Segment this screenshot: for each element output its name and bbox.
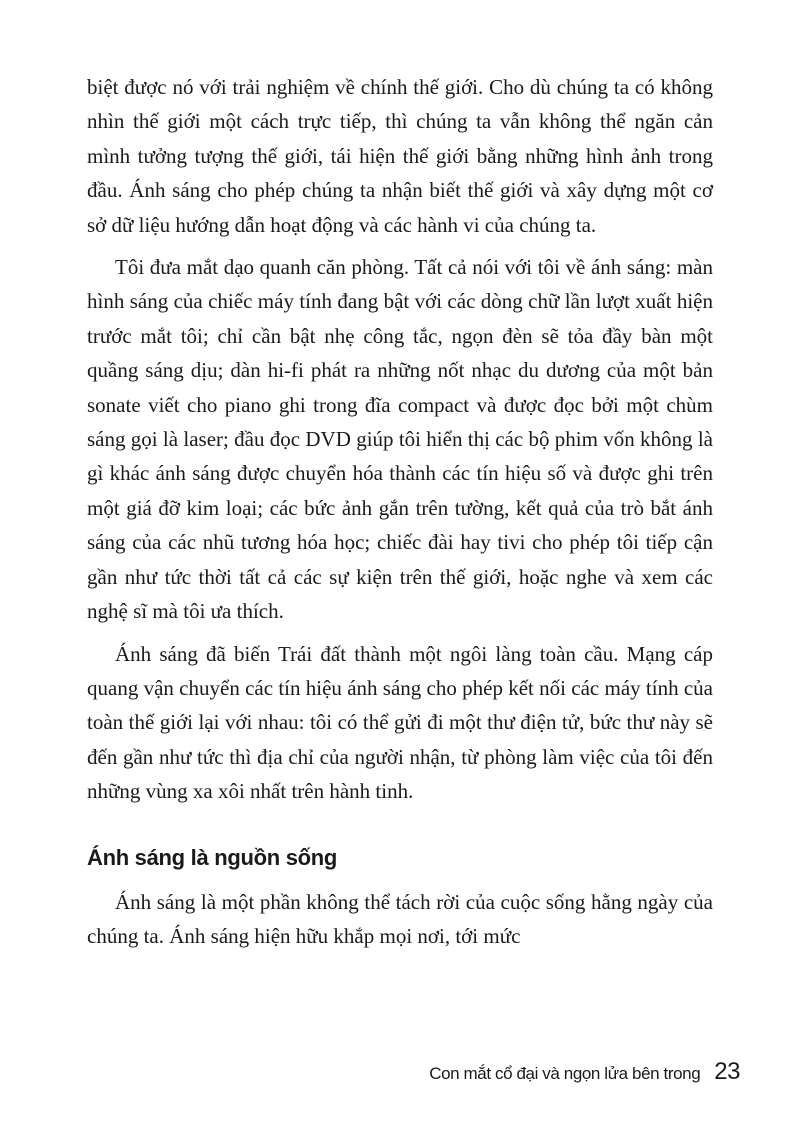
page-body — [87, 70, 713, 953]
body-paragraph-1: biệt được nó với trải nghiệm về chính thế giới. Cho dù chúng ta có không nhìn thế giới một cách trực tiếp, thì chúng ta vẫn không thể ngăn cản mình tưởng tượng thế giới, tái hiện thế giới bằng những hình ảnh trong đầu. Ánh sáng cho phép chúng ta nhận biết thế giới và xây dựng một cơ sở dữ liệu hướng dẫn hoạt động và các hành vi của chúng ta. — [87, 75, 713, 237]
body-paragraph-2: Tôi đưa mắt dạo quanh căn phòng. Tất cả nói với tôi về ánh sáng: màn hình sáng của chiếc máy tính đang bật với các dòng chữ lần lượt xuất hiện trước mắt tôi; chỉ cần bật nhẹ công tắc, ngọn đèn sẽ tỏa đầy bàn một quầng sáng dịu; dàn hi-fi phát ra những nốt nhạc du dương của một bản sonate viết cho piano ghi trong đĩa compact và được đọc bởi một chùm sáng gọi là laser; đầu đọc DVD giúp tôi hiển thị các bộ phim vốn không là gì khác ánh sáng được chuyển hóa thành các tín hiệu số và được ghi trên một giá đỡ kim loại; các bức ảnh gắn trên tường, kết quả của trò bắt ánh sáng của các nhũ tương hóa học; chiếc đài hay tivi cho phép tôi tiếp cận gần như tức thời tất cả các sự kiện trên thế giới, hoặc nghe và xem các nghệ sĩ mà tôi ưa thích. — [87, 255, 713, 624]
page-footer — [429, 1058, 740, 1086]
page-number: 23 — [714, 1058, 740, 1085]
running-title: Con mắt cổ đại và ngọn lửa bên trong — [429, 1064, 701, 1083]
section-heading: Ánh sáng là nguồn sống — [87, 844, 338, 870]
body-paragraph-3: Ánh sáng đã biến Trái đất thành một ngôi làng toàn cầu. Mạng cáp quang vận chuyển các tín hiệu ánh sáng cho phép kết nối các máy tính của toàn thế giới lại với nhau: tôi có thể gửi đi một thư điện tử, bức thư này sẽ đến gần như tức thì địa chỉ của người nhận, từ phòng làm việc của tôi đến những vùng xa xôi nhất trên hành tinh. — [87, 641, 713, 804]
section-paragraph: Ánh sáng là một phần không thể tách rời của cuộc sống hằng ngày của chúng ta. Ánh sáng hiện hữu khắp mọi nơi, tới mức — [87, 889, 713, 948]
